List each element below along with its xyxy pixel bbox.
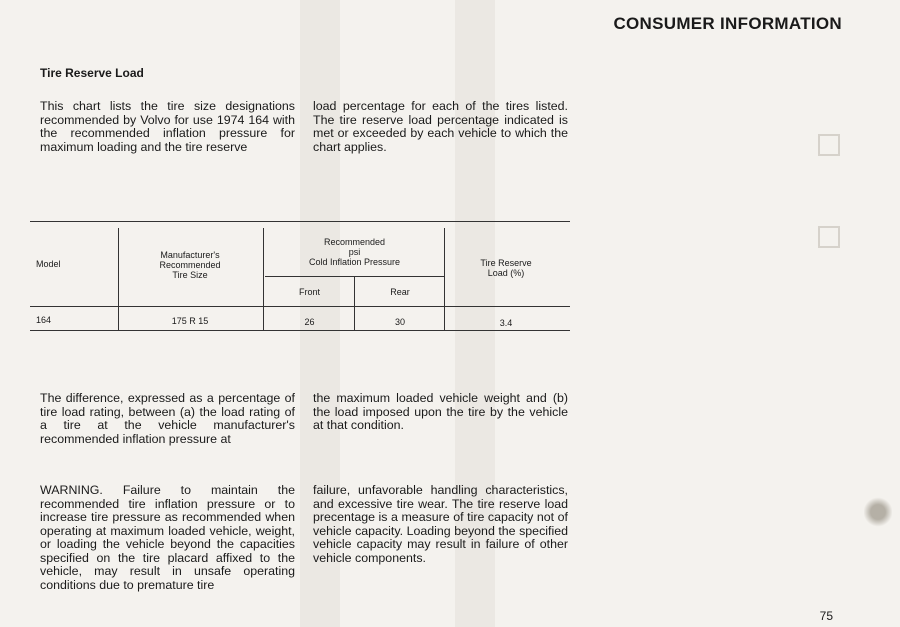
cell-tire-size: 175 R 15 [171, 316, 209, 326]
header-front: Front [298, 287, 320, 297]
table-top-rule [30, 221, 570, 222]
difference-paragraph-right: the maximum loaded vehicle weight and (b) the load imposed upon the tire by the vehicle at that condition. [313, 391, 568, 432]
page-stain [864, 492, 892, 532]
square-icon [818, 226, 840, 248]
square-icon [818, 134, 840, 156]
header-pressure-line1: Recommended [323, 237, 386, 247]
header-pressure-line2: psi [348, 247, 361, 257]
intro-paragraph-left: This chart lists the tire size designations recommended by Volvo for use 1974 164 with the recommended inflation pressure for maximum loading and the tire reserve [40, 99, 295, 154]
header-reserve-line1: Tire Reserve [480, 258, 532, 268]
warning-paragraph-right: failure, unfavorable handling characteristics, and excessive tire wear. The tire reserve load precentage is a measure of tire capacity not of vehicle capacity. Loading beyond the specified vehicle capacity may result in failure of other vehicle components. [313, 483, 568, 565]
column-divider [354, 276, 355, 330]
table-bottom-rule [30, 330, 570, 331]
cell-reserve: 3.4 [499, 318, 513, 328]
column-divider [444, 228, 445, 330]
cell-rear: 30 [394, 317, 405, 327]
header-tire-size-line3: Tire Size [172, 270, 208, 280]
header-rear: Rear [390, 287, 410, 297]
section-title: Tire Reserve Load [40, 66, 144, 80]
page-header-title: CONSUMER INFORMATION [613, 14, 842, 33]
page-number: 75 [819, 609, 833, 623]
header-bottom-rule [30, 306, 570, 307]
header-pressure-line3: Cold Inflation Pressure [308, 257, 401, 267]
difference-paragraph-left: The difference, expressed as a percentage of tire load rating, between (a) the load rating of a tire at the vehicle manufacturer's recommended inflation pressure at [40, 391, 295, 446]
cell-front: 26 [304, 317, 315, 327]
cell-model: 164 [36, 315, 52, 325]
header-tire-size-line2: Recommended [159, 260, 221, 270]
header-reserve-line2: Load (%) [487, 268, 525, 278]
header-tire-size-line1: Manufacturer's [160, 250, 220, 260]
column-divider [118, 228, 119, 330]
header-model: Model [36, 259, 61, 269]
intro-paragraph-right: load percentage for each of the tires listed. The tire reserve load percentage indicated is met or exceeded by each vehicle to which the chart applies. [313, 99, 568, 154]
warning-paragraph-left: WARNING. Failure to maintain the recommended tire inflation pressure or to increase tire pressure as recommended when operating at maximum loaded vehicle, weight, or loading the vehicle beyond the capacities specified on the tire placard affixed to the vehicle, may result in unsafe operating conditions due to premature tire [40, 483, 295, 592]
column-divider [263, 228, 264, 330]
